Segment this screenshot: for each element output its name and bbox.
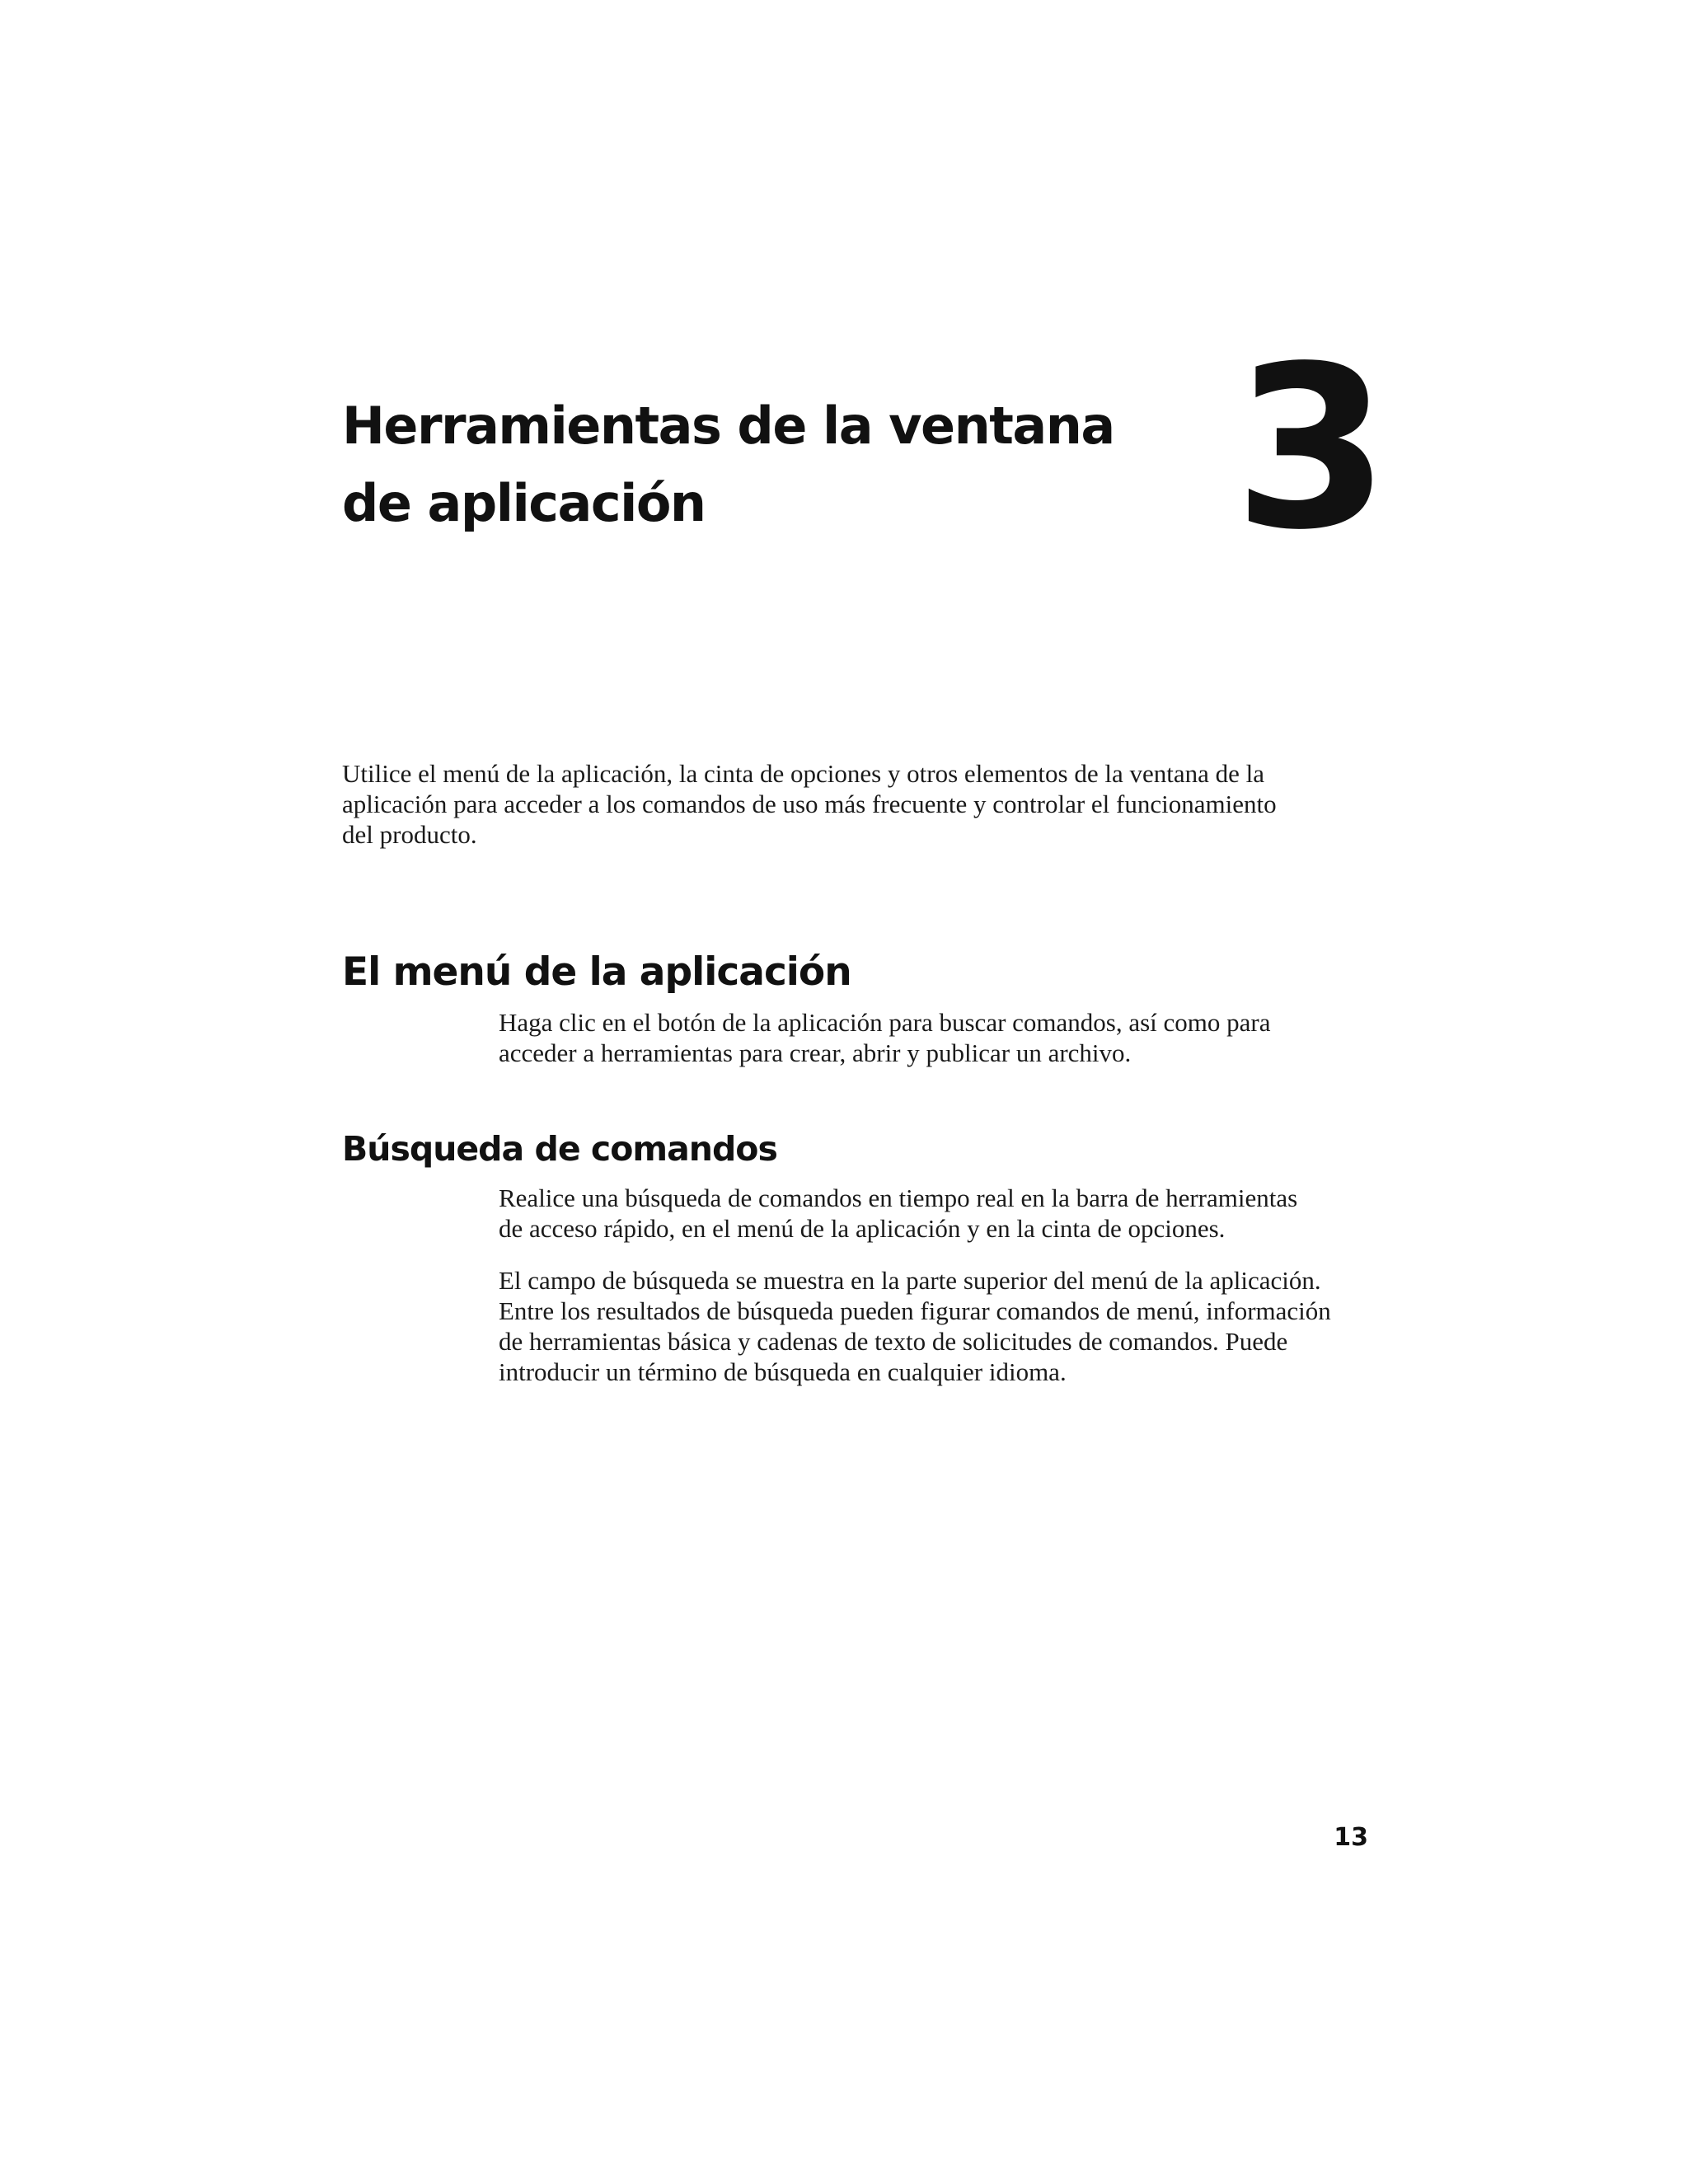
intro-paragraph: [342, 758, 1414, 850]
text-line: de acceso rápido, en el menú de la aplicación y en la cinta de opciones.: [499, 1214, 1226, 1243]
text-line: Realice una búsqueda de comandos en tiempo real en la barra de herramientas: [499, 1183, 1298, 1212]
application-menu-paragraph: [499, 1007, 1414, 1068]
text-line: Haga clic en el botón de la aplicación para buscar comandos, así como para: [499, 1008, 1271, 1037]
text-line: Entre los resultados de búsqueda pueden figurar comandos de menú, información: [499, 1296, 1331, 1325]
text-line: introducir un término de búsqueda en cualquier idioma.: [499, 1357, 1067, 1386]
chapter-title-line: de aplicación: [342, 473, 706, 533]
chapter-title-line: Herramientas de la ventana: [342, 396, 1114, 456]
page-number: 13: [1334, 1823, 1368, 1852]
command-search-paragraph-1: [499, 1183, 1414, 1244]
text-line: de herramientas básica y cadenas de texto de solicitudes de comandos. Puede: [499, 1327, 1288, 1356]
chapter-number: 3: [1233, 319, 1385, 579]
chapter-title: [342, 387, 1114, 542]
command-search-paragraph-2: [499, 1265, 1414, 1387]
text-line: del producto.: [342, 820, 477, 849]
text-line: acceder a herramientas para crear, abrir y publicar un archivo.: [499, 1038, 1132, 1067]
section-heading-command-search: Búsqueda de comandos: [342, 1129, 777, 1169]
text-line: aplicación para acceder a los comandos de uso más frecuente y controlar el funcionamiento: [342, 790, 1277, 818]
text-line: Utilice el menú de la aplicación, la cinta de opciones y otros elementos de la ventana de la: [342, 759, 1265, 788]
section-heading-application-menu: El menú de la aplicación: [342, 949, 851, 995]
text-line: El campo de búsqueda se muestra en la parte superior del menú de la aplicación.: [499, 1266, 1321, 1295]
